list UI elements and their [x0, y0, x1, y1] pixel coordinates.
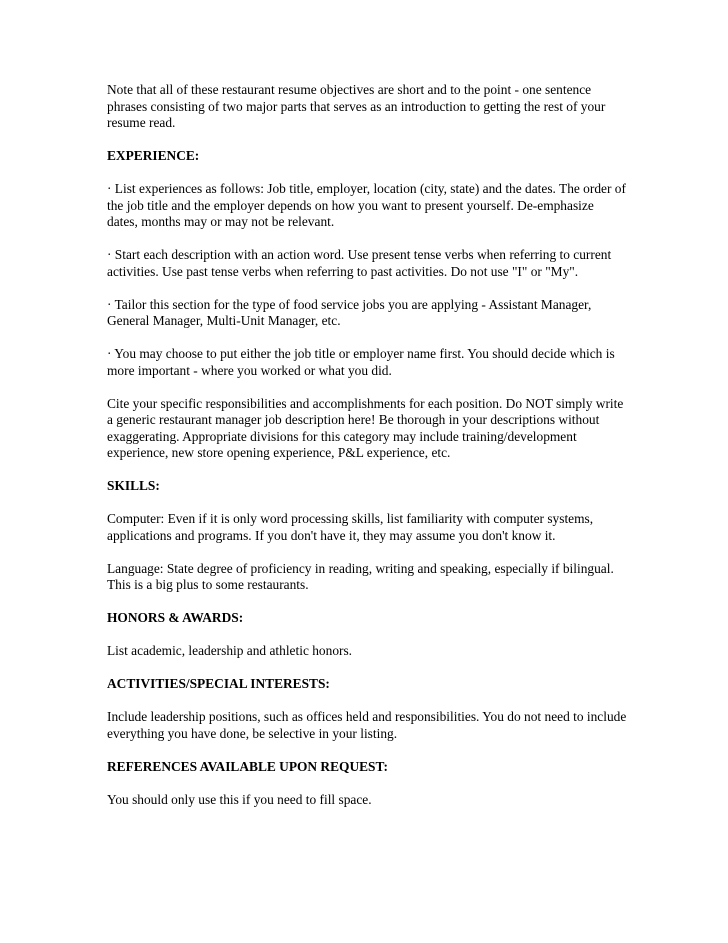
activities-heading: ACTIVITIES/SPECIAL INTERESTS:	[107, 676, 330, 691]
skills-language-paragraph: Language: State degree of proficiency in reading, writing and speaking, especially if bilingual. This is a big plus to some restaurants.	[107, 560, 614, 592]
experience-bullet-action-word: · Start each description with an action word. Use present tense verbs when referring to current activities. Use past tense verbs when referring to past activities. Do not use "I" or "My".	[107, 247, 612, 279]
skills-heading: SKILLS:	[107, 478, 160, 493]
honors-paragraph: List academic, leadership and athletic honors.	[107, 643, 353, 658]
references-heading: REFERENCES AVAILABLE UPON REQUEST:	[107, 758, 388, 774]
honors-heading: HONORS & AWARDS:	[107, 610, 244, 625]
skills-computer-paragraph: Computer: Even if it is only word processing skills, list familiarity with computer systems, applications and programs. If you don't have it, they may assume you don't know it.	[107, 511, 594, 543]
activities-paragraph: Include leadership positions, such as offices held and responsibilities. You do not need to include everything you have done, be selective in your listing.	[107, 709, 627, 741]
experience-bullet-job-title: · List experiences as follows: Job title, employer, location (city, state) and the dates. The order of the job title and the employer depends on how you want to present yourself. De-emphasize dates, months may or may not be relevant.	[107, 181, 626, 229]
experience-bullet-tailor: · Tailor this section for the type of food service jobs you are applying - Assistant Manager, General Manager, Multi-Unit Manager, etc.	[107, 296, 592, 328]
document-page	[107, 82, 627, 825]
experience-bullet-order: · You may choose to put either the job title or employer name first. You should decide which is more important - where you worked or what you did.	[107, 346, 615, 378]
intro-paragraph: Note that all of these restaurant resume objectives are short and to the point - one sentence phrases consisting of two major parts that serves as an introduction to getting the rest of your resume read.	[107, 82, 606, 130]
experience-cite-paragraph: Cite your specific responsibilities and accomplishments for each position. Do NOT simply write a generic restaurant manager job description here! Be thorough in your descriptions without exaggerating. Appropriate divisions for this category may include training/development experience, new store opening experience, P&L experience, etc.	[107, 395, 624, 460]
references-paragraph: You should only use this if you need to fill space.	[107, 791, 372, 807]
experience-heading: EXPERIENCE:	[107, 148, 200, 163]
